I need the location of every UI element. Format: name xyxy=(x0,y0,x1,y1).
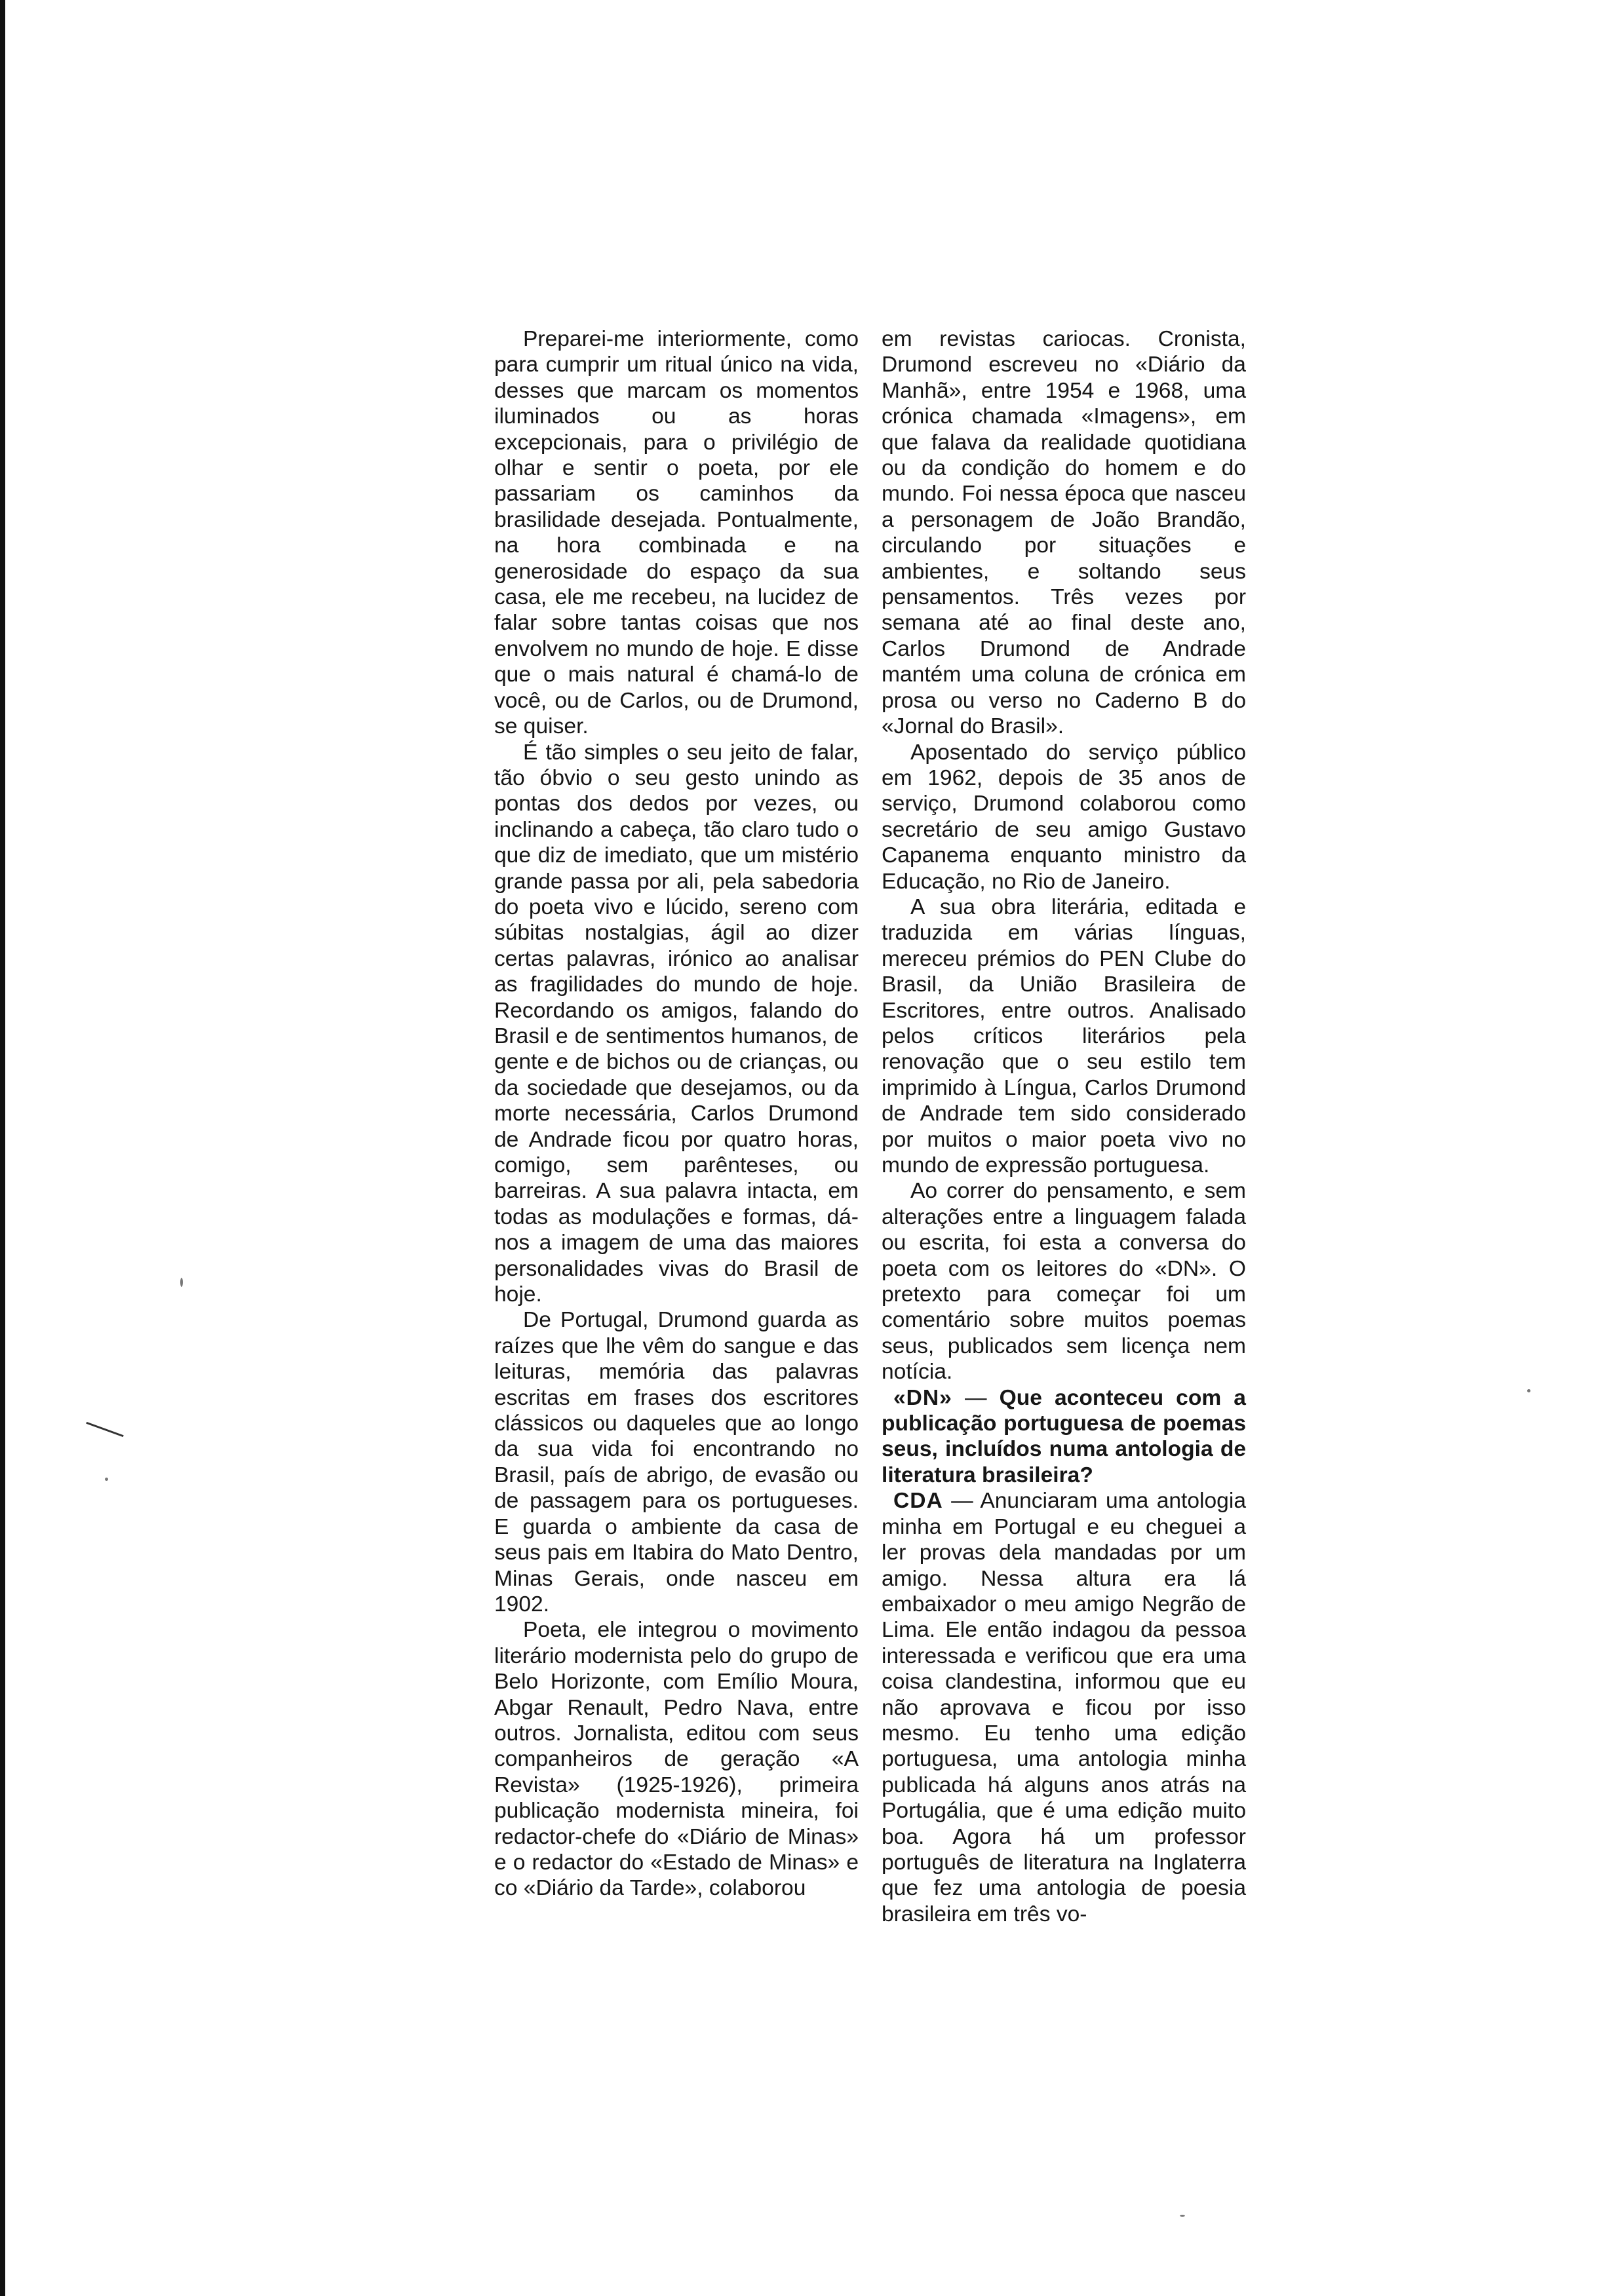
paragraph-aposentado: Aposentado do serviço público em 1962, depois de 35 anos de serviço, Drumond colaborou como secretário de seu amigo Gustavo Capanema enquanto ministro da Educação, no Rio de Janeiro. xyxy=(882,740,1246,894)
answer-separator: — xyxy=(943,1489,981,1514)
scan-speck xyxy=(105,1478,108,1481)
question-separator: — xyxy=(952,1385,1000,1410)
question-text: Que aconteceu com a publicação portuguesa de poemas seus, incluídos numa antologia de literatura brasileira? xyxy=(882,1385,1246,1487)
scan-speck xyxy=(1527,1389,1530,1392)
scan-speck xyxy=(1180,2215,1185,2217)
paragraph-portrait: É tão simples o seu jeito de falar, tão óbvio o seu gesto unindo as pontas dos dedos por vezes, ou inclinando a cabeça, tão claro tudo o que diz de imediato, que um mistério grande passa por ali, pela sabedoria do poeta vivo e lúcido, sereno com súbitas nostalgias, ágil ao dizer certas palavras, irónico ao analisar as fragilidades do mundo de hoje. Recordando os amigos, falando do Brasil e de sentimentos humanos, de gente e de bichos ou de crianças, ou da sociedade que desejamos, ou da morte necessária, Carlos Drumond de Andrade ficou por quatro horas, comigo, sem parênteses, ou barreiras. A sua palavra intacta, em todas as modulações e formas, dá-nos a imagem de uma das maiores personalidades vivas do Brasil de hoje. xyxy=(494,740,859,1307)
article-column-right xyxy=(882,326,1246,1927)
scan-mark xyxy=(86,1422,123,1437)
paragraph-career: Poeta, ele integrou o movimento literário modernista pelo do grupo de Belo Horizonte, com Emílio Moura, Abgar Renault, Pedro Nava, entre outros. Jornalista, editou com seus companheiros de geração «A Revista» (1925-1926), primeira publicação modernista mineira, foi redactor-chefe do «Diário de Minas» e o redactor do «Estado de Minas» e co «Diário da Tarde», colaborou xyxy=(494,1618,859,1901)
paragraph-portugal: De Portugal, Drumond guarda as raízes que lhe vêm do sangue e das leituras, memória das palavras escritas em frases dos escritores clássicos ou daqueles que ao longo da sua vida foi encontrando no Brasil, país de abrigo, de evasão ou de passagem para os portugueses. E guarda o ambiente da casa de seus pais em Itabira do Mato Dentro, Minas Gerais, onde nasceu em 1902. xyxy=(494,1308,859,1617)
paragraph-conversa: Ao correr do pensamento, e sem alterações entre a linguagem falada ou escrita, foi esta a conversa do poeta com os leitores do «DN». O pretexto para começar foi um comentário sobre muitos poemas seus, publicados sem licença nem notícia. xyxy=(882,1179,1246,1385)
answer-speaker: CDA xyxy=(893,1489,943,1514)
scan-left-border xyxy=(0,0,5,2296)
paragraph-cronista: em revistas cariocas. Cronista, Drumond escreveu no «Diário da Manhã», entre 1954 e 1968, uma crónica chamada «Imagens», em que falava da realidade quotidiana ou da condição do homem e do mundo. Foi nessa época que nasceu a personagem de João Brandão, circulando por situações e ambientes, e soltando seus pensamentos. Três vezes por semana até ao final deste ano, Carlos Drumond de Andrade mantém uma coluna de crónica em prosa ou verso no Caderno B do «Jornal do Brasil». xyxy=(882,327,1246,739)
scan-speck xyxy=(180,1278,183,1287)
interview-answer xyxy=(882,1488,1246,1927)
answer-text: Anunciaram uma antologia minha em Portugal e eu cheguei a ler provas dela mandadas por um amigo. Nessa altura era lá embaixador o meu amigo Negrão de Lima. Ele então indagou da pessoa interessada e verificou que era uma coisa clandestina, informou que eu não aprovava e ficou por isso mesmo. Eu tenho uma edição portuguesa, uma antologia minha publicada há alguns anos atrás na Portugália, que é uma edição muito boa. Agora há um professor português de literatura na Inglaterra que fez uma antologia de poesia brasileira em três vo- xyxy=(882,1489,1246,1926)
paragraph-obra: A sua obra literária, editada e traduzida em várias línguas, mereceu prémios do PEN Clube do Brasil, da União Brasileira de Escritores, entre outros. Analisado pelos críticos literários pela renovação que o seu estilo tem imprimido à Língua, Carlos Drumond de Andrade tem sido considerado por muitos o maior poeta vivo no mundo de expressão portuguesa. xyxy=(882,894,1246,1177)
article-column-left xyxy=(494,326,859,1902)
paragraph-intro: Preparei-me interiormente, como para cumprir um ritual único na vida, desses que marcam os momentos iluminados ou as horas excepcionais, para o privilégio de olhar e sentir o poeta, por ele passariam os caminhos da brasilidade desejada. Pontualmente, na hora combinada e na generosidade do espaço da sua casa, ele me recebeu, na lucidez de falar sobre tantas coisas que nos envolvem no mundo de hoje. E disse que o mais natural é chamá-lo de você, ou de Carlos, ou de Drumond, se quiser. xyxy=(494,327,859,739)
interview-question xyxy=(882,1385,1246,1489)
question-speaker: «DN» xyxy=(893,1385,952,1410)
